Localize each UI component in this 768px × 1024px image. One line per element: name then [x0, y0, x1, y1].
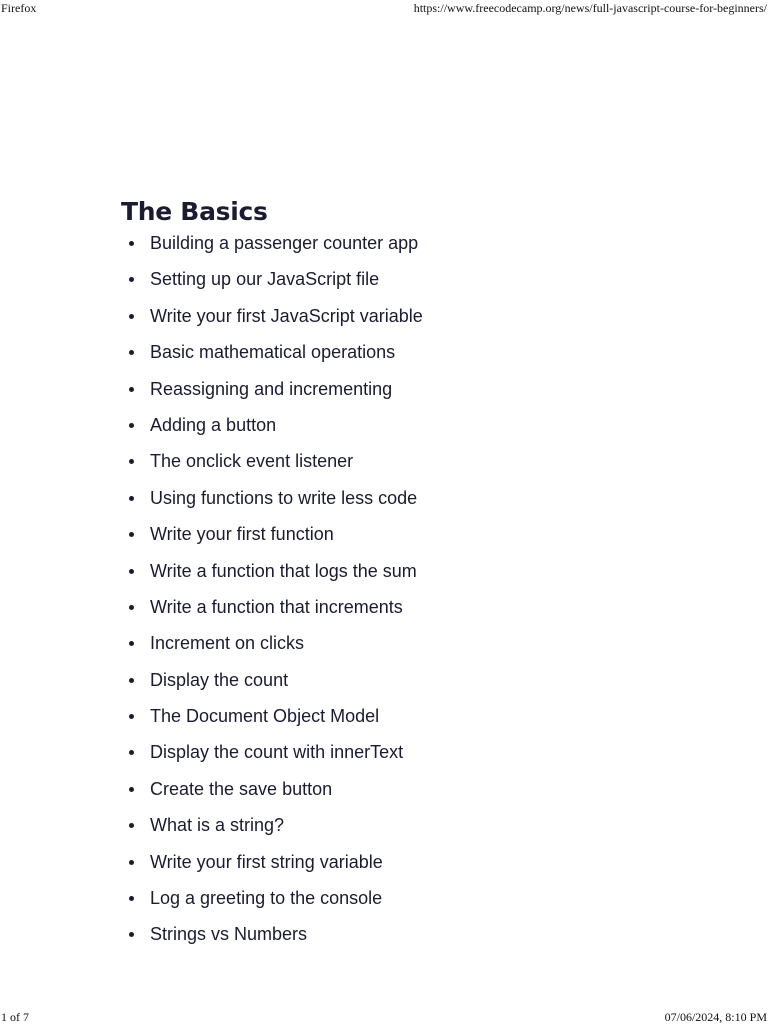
- topic-list: [121, 229, 681, 957]
- list-item: [121, 702, 681, 738]
- list-item-text: Write a function that logs the sum: [150, 560, 417, 581]
- list-item: [121, 629, 681, 665]
- list-item: [121, 411, 681, 447]
- bullet-icon: [129, 277, 134, 282]
- bullet-icon: [129, 314, 134, 319]
- list-item: [121, 557, 681, 593]
- bullet-icon: [129, 569, 134, 574]
- bullet-icon: [129, 423, 134, 428]
- page-url: https://www.freecodecamp.org/news/full-javascript-course-for-beginners/: [413, 1, 767, 15]
- list-item-text: The onclick event listener: [150, 451, 354, 472]
- list-item: [121, 302, 681, 338]
- list-item: [121, 920, 681, 956]
- list-item-text: Write your first function: [150, 524, 334, 545]
- list-item-text: Adding a button: [150, 414, 277, 435]
- list-item-text: Building a passenger counter app: [150, 233, 419, 253]
- list-item: [121, 484, 681, 520]
- list-item-text: What is a string?: [150, 815, 285, 836]
- list-item: [121, 775, 681, 811]
- list-item-text: Display the count with innerText: [150, 742, 404, 763]
- list-item-text: Log a greeting to the console: [150, 888, 383, 909]
- section-heading: The Basics: [121, 197, 268, 226]
- bullet-icon: [129, 678, 134, 683]
- bullet-icon: [129, 823, 134, 828]
- article-content: [121, 196, 681, 957]
- bullet-icon: [129, 459, 134, 464]
- bullet-icon: [129, 896, 134, 901]
- list-item-text: Using functions to write less code: [150, 487, 418, 508]
- bullet-icon: [129, 750, 134, 755]
- list-item: [121, 375, 681, 411]
- list-item: [121, 338, 681, 374]
- browser-name: Firefox: [1, 1, 37, 15]
- bullet-icon: [129, 496, 134, 501]
- bullet-icon: [129, 641, 134, 646]
- print-datetime: 07/06/2024, 8:10 PM: [664, 1010, 767, 1024]
- list-item: [121, 593, 681, 629]
- list-item-text: Write your first JavaScript variable: [150, 305, 423, 326]
- list-item: [121, 884, 681, 920]
- list-item: [121, 811, 681, 847]
- list-item-text: Write your first string variable: [150, 851, 383, 872]
- list-item: [121, 265, 681, 301]
- list-item: [121, 520, 681, 556]
- list-item: [121, 848, 681, 884]
- bullet-icon: [129, 532, 134, 537]
- bullet-icon: [129, 387, 134, 392]
- list-item-text: The Document Object Model: [150, 706, 380, 727]
- bullet-icon: [129, 932, 134, 937]
- bullet-icon: [129, 714, 134, 719]
- list-item-text: Setting up our JavaScript file: [150, 269, 380, 290]
- bullet-icon: [129, 350, 134, 355]
- bullet-icon: [129, 605, 134, 610]
- bullet-icon: [129, 860, 134, 865]
- list-item-text: Create the save button: [150, 778, 333, 799]
- list-item: [121, 666, 681, 702]
- list-item: [121, 738, 681, 774]
- page-indicator: 1 of 7: [1, 1010, 29, 1024]
- bullet-icon: [129, 787, 134, 792]
- list-item-text: Increment on clicks: [150, 633, 305, 654]
- list-item-text: Display the count: [150, 669, 289, 690]
- list-item: [121, 447, 681, 483]
- list-item: [121, 229, 681, 265]
- list-item-text: Strings vs Numbers: [150, 924, 308, 945]
- list-item-text: Basic mathematical operations: [150, 342, 396, 363]
- bullet-icon: [129, 241, 134, 246]
- list-item-text: Reassigning and incrementing: [150, 378, 393, 399]
- list-item-text: Write a function that increments: [150, 596, 403, 617]
